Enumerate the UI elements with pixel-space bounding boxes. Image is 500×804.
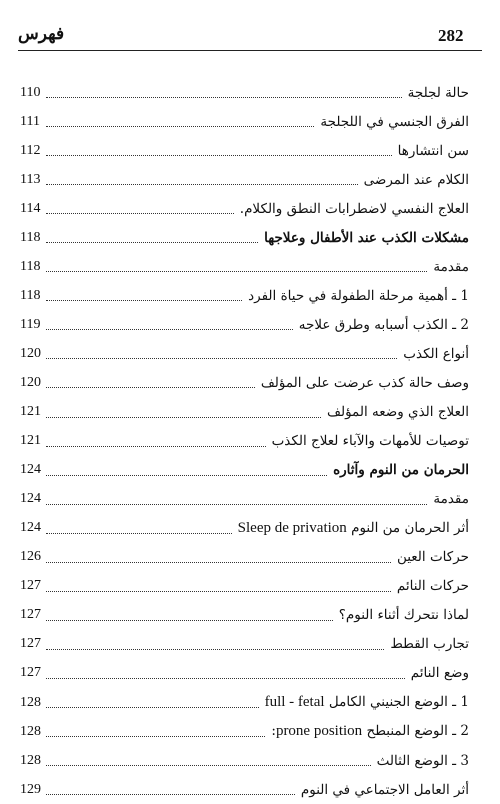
toc-entry-title-text: أثر العامل الاجتماعي في النوم [300, 781, 469, 798]
toc-entry-title [261, 694, 469, 711]
toc-entry-page: 128 [20, 694, 41, 710]
toc-entry [20, 485, 469, 514]
toc-entry [20, 775, 469, 804]
toc-entry-title [268, 433, 469, 449]
dot-leader [46, 620, 333, 621]
toc-entry-title-text: حركات العين [396, 549, 469, 566]
toc-entry-title-text: حالة لجلجة [407, 84, 469, 101]
toc-entry-page: 128 [20, 752, 41, 768]
toc-entry-title [234, 520, 469, 537]
toc-entry-title-text: مشكلات الكذب عند الأطفال وعلاجها [264, 229, 469, 246]
dot-leader [46, 591, 391, 592]
toc-entry [20, 601, 469, 630]
toc-entry [20, 136, 469, 165]
toc-entry-latin-term: prone position [275, 723, 363, 740]
dot-leader [46, 736, 265, 737]
dot-leader [46, 184, 358, 185]
dot-leader [46, 213, 234, 214]
toc-entry-title-text: لماذا نتحرك أثناء النوم؟ [338, 607, 469, 624]
toc-entry-page: 111 [20, 113, 40, 129]
toc-entry-page: 110 [20, 84, 41, 100]
toc-entry [20, 281, 469, 310]
toc-entry [20, 398, 469, 427]
toc-entry-title-text: تجارب القطط [390, 636, 469, 653]
toc-entry-title [323, 404, 469, 420]
dot-leader [46, 242, 258, 243]
toc-entry [20, 368, 469, 397]
toc-entry-page: 127 [20, 578, 41, 594]
toc-entry-page: 127 [20, 636, 41, 652]
dot-leader [46, 533, 232, 534]
toc-entry [20, 514, 469, 543]
toc-entry-title-text: وصف حالة كذب عرضت على المؤلف [260, 374, 469, 391]
toc-entry-title-text: وضع النائم [410, 665, 469, 682]
toc-entry [20, 165, 469, 194]
toc-entry-title [386, 636, 469, 652]
dot-leader [46, 300, 242, 301]
toc-entry-page: 128 [20, 723, 41, 739]
toc-entry-page: 113 [20, 171, 41, 187]
dot-leader [46, 329, 293, 330]
toc-entry [20, 107, 469, 136]
toc-entry-title-text: 1 ـ أهمية مرحلة الطفولة في حياة الفرد [248, 287, 469, 304]
toc-entry [20, 78, 469, 107]
toc-entry-page: 114 [20, 200, 41, 216]
toc-entry [20, 427, 469, 456]
dot-leader [46, 155, 392, 156]
toc-entry-page: 118 [20, 258, 41, 274]
toc-entry-latin-term: Sleep de privation [237, 519, 347, 536]
toc-entry-title-text: 2 ـ الكذب أسبابه وطرق علاجه [298, 316, 469, 333]
toc-entry-page: 121 [20, 404, 41, 420]
toc-entry-title-text: الفرق الجنسي في اللجلجة [320, 113, 469, 130]
toc-entry-title [394, 143, 469, 159]
toc-entry-page: 112 [20, 142, 41, 158]
toc-entry-page: 127 [20, 607, 41, 623]
toc-entry [20, 630, 469, 659]
toc-entry-title-text: أثر الحرمان من النوم [351, 519, 469, 536]
toc-entry [20, 252, 469, 281]
toc-entry-title-text: توصيات للأمهات والآباء لعلاج الكذب [271, 433, 469, 450]
toc-entry-page: 120 [20, 345, 41, 361]
toc-entry-title [404, 85, 469, 101]
toc-entry [20, 572, 469, 601]
toc-entry-title-text: العلاج الذي وضعه المؤلف [326, 404, 469, 421]
page-header [18, 20, 482, 51]
dot-leader [46, 126, 314, 127]
toc-entry-title [236, 201, 469, 217]
dot-leader [46, 97, 402, 98]
toc-entry [20, 456, 469, 485]
toc-entry [20, 746, 469, 775]
toc-entry-title-text: مقدمة [433, 258, 469, 275]
toc-entry-title [407, 665, 469, 681]
toc-entry-page: 124 [20, 491, 41, 507]
toc-entry-title-text: 2 ـ الوضع المنبطح [366, 723, 469, 740]
dot-leader [46, 678, 405, 679]
toc-entry-title-text: حركات النائم [396, 578, 469, 595]
dot-leader [46, 271, 427, 272]
toc-entry-title-text: أنواع الكذب [403, 345, 469, 362]
dot-leader [46, 475, 327, 476]
dot-leader [46, 707, 259, 708]
dot-leader [46, 562, 391, 563]
toc-entry [20, 688, 469, 717]
toc-entry-title [267, 723, 469, 740]
toc-entry-page: 120 [20, 374, 41, 390]
toc-entry-title-text: مقدمة [433, 491, 469, 508]
toc-entry-page: 121 [20, 433, 41, 449]
toc-entry [20, 310, 469, 339]
toc-entry-title-text: الحرمان من النوم وآثاره [333, 462, 469, 479]
page-number: 282 [438, 26, 464, 45]
toc-entry-latin-term: full - fetal [264, 694, 325, 710]
toc-entry-title-text: 3 ـ الوضع الثالث [376, 752, 469, 769]
toc-entry-title [399, 346, 469, 362]
toc-entry-title [429, 491, 469, 507]
toc-entry-title [257, 375, 469, 391]
toc-entry-title [316, 114, 469, 130]
toc-entry-page: 124 [20, 520, 41, 536]
dot-leader [46, 765, 371, 766]
toc-entry [20, 339, 469, 368]
dot-leader [46, 446, 266, 447]
dot-leader [46, 387, 255, 388]
running-title: فهرس [18, 24, 65, 44]
toc-entry-title [295, 317, 469, 333]
toc-entry-title [360, 172, 469, 188]
dot-leader [46, 504, 427, 505]
dot-leader [46, 417, 321, 418]
toc-entry-page: 129 [20, 781, 41, 797]
toc-entry-trailing-punct: : [271, 723, 276, 740]
toc-entry [20, 543, 469, 572]
table-of-contents [20, 78, 469, 804]
toc-entry [20, 223, 469, 252]
toc-entry-title [260, 230, 469, 246]
toc-entry-title [297, 782, 469, 798]
toc-entry-title [244, 288, 469, 304]
toc-entry-page: 119 [20, 316, 41, 332]
toc-entry-title [329, 462, 469, 478]
toc-entry-title-text: 1 ـ الوضع الجنيني الكامل [328, 694, 469, 710]
toc-entry [20, 194, 469, 223]
toc-entry-page: 126 [20, 549, 41, 565]
dot-leader [46, 649, 384, 650]
toc-entry [20, 717, 469, 746]
toc-entry-page: 124 [20, 462, 41, 478]
toc-entry-title [429, 259, 469, 275]
toc-entry-title-text: الكلام عند المرضى [363, 171, 469, 188]
toc-entry-page: 118 [20, 229, 41, 245]
toc-entry [20, 659, 469, 688]
toc-entry-title-text: سن انتشارها [397, 142, 469, 159]
toc-entry-page: 127 [20, 665, 41, 681]
toc-entry-title-text: العلاج النفسي لاضطرابات النطق والكلام. [239, 200, 469, 217]
toc-entry-title [393, 578, 469, 594]
dot-leader [46, 794, 295, 795]
toc-entry-title [335, 607, 469, 623]
dot-leader [46, 358, 397, 359]
toc-entry-title [393, 549, 469, 565]
toc-entry-page: 118 [20, 287, 41, 303]
toc-entry-title [373, 753, 469, 769]
